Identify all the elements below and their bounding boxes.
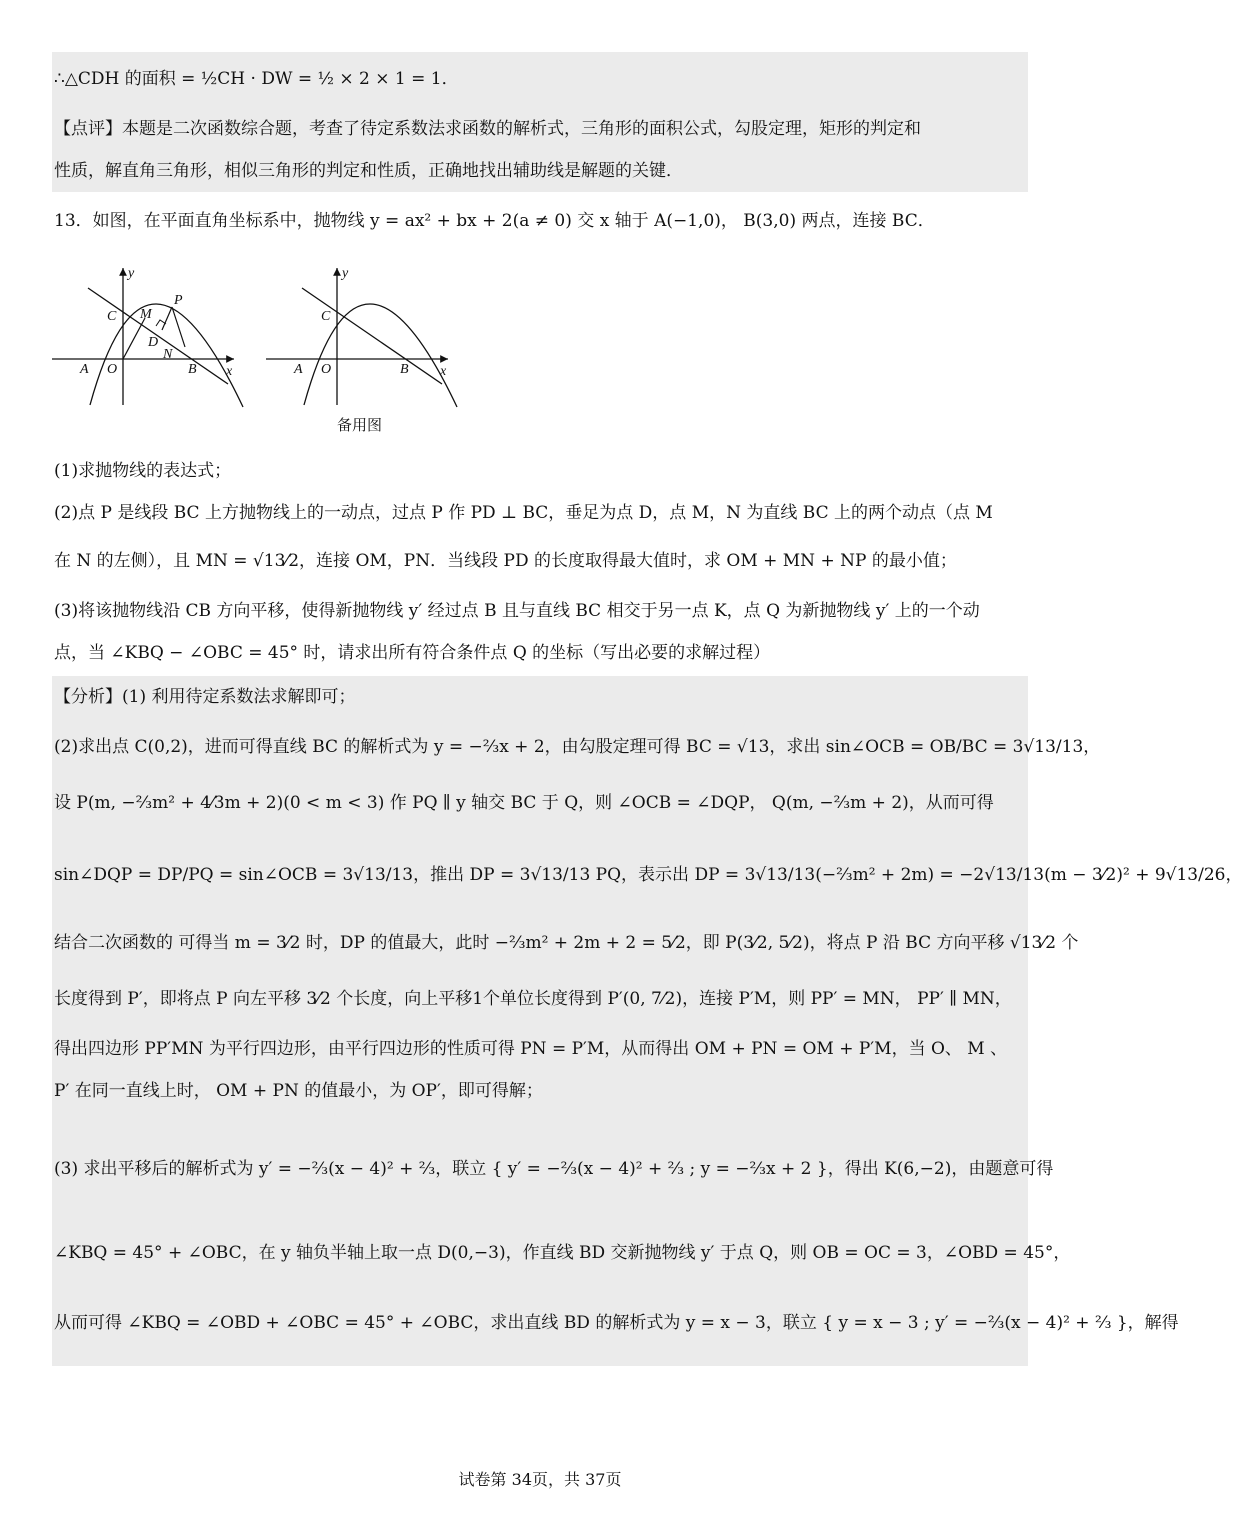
label-o: O [107, 362, 118, 377]
label-c-2: C [321, 309, 331, 324]
segment-pd [162, 307, 172, 330]
question-3-line-1: (3)将该抛物线沿 CB 方向平移，使得新抛物线 y′ 经过点 B 且与直线 BC 相交于另一点 K，点 Q 为新抛物线 y′ 上的一个动 [54, 601, 980, 621]
analysis-line-9: (3) 求出平移后的解析式为 y′ = −⅔(x − 4)² + ⅔，联立 { y′ = −⅔(x − 4)² + ⅔ ; y = −⅔x + 2 }，得出 K(6,−2)，由题意可得 [54, 1159, 1054, 1179]
area-line: ∴△CDH 的面积 = ½CH · DW = ½ × 2 × 1 = 1． [54, 69, 459, 89]
label-x-2: x [440, 364, 447, 379]
label-c: C [107, 309, 117, 324]
backup-caption: 备用图 [337, 416, 383, 434]
analysis-line-8: P′ 在同一直线上时， OM + PN 的值最小，为 OP′，即可得解； [54, 1081, 543, 1101]
label-n: N [163, 347, 173, 362]
analysis-line-10: ∠KBQ = 45° + ∠OBC，在 y 轴负半轴上取一点 D(0,−3)，作直线 BD 交新抛物线 y′ 于点 Q，则 OB = OC = 3，∠OBD = 45°， [54, 1243, 1071, 1263]
page-footer: 试卷第 34页，共 37页 [458, 1470, 622, 1489]
label-p: P [174, 293, 183, 308]
label-x: x [226, 364, 233, 379]
main-figure [52, 266, 243, 407]
analysis-line-1: 【分析】(1) 利用待定系数法求解即可； [54, 687, 356, 707]
question-2-line-1: (2)点 P 是线段 BC 上方抛物线上的一动点，过点 P 作 PD ⊥ BC，垂足为点 D，点 M，N 为直线 BC 上的两个动点（点 M [54, 503, 993, 523]
analysis-line-5: 结合二次函数的 可得当 m = 3⁄2 时，DP 的值最大，此时 −⅔m² + 2m + 2 = 5⁄2，即 P(3⁄2, 5⁄2)，将点 P 沿 BC 方向平移 √13⁄2 个 [54, 933, 1079, 953]
problem-statement: 13．如图，在平面直角坐标系中，抛物线 y = ax² + bx + 2(a ≠ 0) 交 x 轴于 A(−1,0)， B(3,0) 两点，连接 BC． [54, 211, 935, 231]
analysis-line-7: 得出四边形 PP′MN 为平行四边形，由平行四边形的性质可得 PN = P′M，从而得出 OM + PN = OM + P′M，当 O、 M 、 [54, 1039, 1008, 1059]
analysis-line-6: 长度得到 P′，即将点 P 向左平移 3⁄2 个长度，向上平移1个单位长度得到 P′(0, 7⁄2)，连接 P′M，则 PP′ = MN， PP′ ∥ MN， [54, 989, 1012, 1009]
comment-line-2: 性质，解直角三角形，相似三角形的判定和性质，正确地找出辅助线是解题的关键． [54, 161, 683, 181]
question-1: (1)求抛物线的表达式； [54, 461, 232, 481]
label-d: D [148, 335, 159, 350]
figures [48, 262, 468, 412]
analysis-line-3: 设 P(m, −⅔m² + 4⁄3m + 2)(0 < m < 3) 作 PQ ∥ y 轴交 BC 于 Q，则 ∠OCB = ∠DQP， Q(m, −⅔m + 2)，从而可得 [54, 793, 994, 813]
label-b: B [188, 362, 197, 377]
comment-line-1: 【点评】本题是二次函数综合题，考查了待定系数法求函数的解析式，三角形的面积公式，勾股定理，矩形的判定和 [54, 119, 921, 139]
analysis-line-2: (2)求出点 C(0,2)，进而可得直线 BC 的解析式为 y = −⅔x + 2，由勾股定理可得 BC = √13，求出 sin∠OCB = OB/BC = 3√13/13， [54, 737, 1101, 757]
label-y: y [128, 266, 135, 281]
label-m: M [140, 307, 152, 322]
label-a: A [80, 362, 89, 377]
analysis-line-11: 从而可得 ∠KBQ = ∠OBD + ∠OBC = 45° + ∠OBC，求出直线 BD 的解析式为 y = x − 3，联立 { y = x − 3 ; y′ = −⅔(x − 4)² + ⅔ }，解得 [54, 1313, 1179, 1333]
label-a-2: A [294, 362, 303, 377]
analysis-line-4: sin∠DQP = DP/PQ = sin∠OCB = 3√13/13，推出 DP = 3√13/13 PQ，表示出 DP = 3√13/13(−⅔m² + 2m) = −2√13/13(m − 3⁄2)² + 9√13/26， [54, 865, 1242, 885]
question-3-line-2: 点，当 ∠KBQ − ∠OBC = 45° 时，请求出所有符合条件点 Q 的坐标（写出必要的求解过程） [54, 643, 771, 663]
backup-figure [266, 266, 457, 407]
question-2-line-2: 在 N 的左侧），且 MN = √13⁄2，连接 OM，PN．当线段 PD 的长度取得最大值时，求 OM + MN + NP 的最小值； [54, 551, 957, 571]
segment-om [123, 318, 145, 359]
label-b-2: B [400, 362, 409, 377]
label-y-2: y [342, 266, 349, 281]
label-o-2: O [321, 362, 332, 377]
